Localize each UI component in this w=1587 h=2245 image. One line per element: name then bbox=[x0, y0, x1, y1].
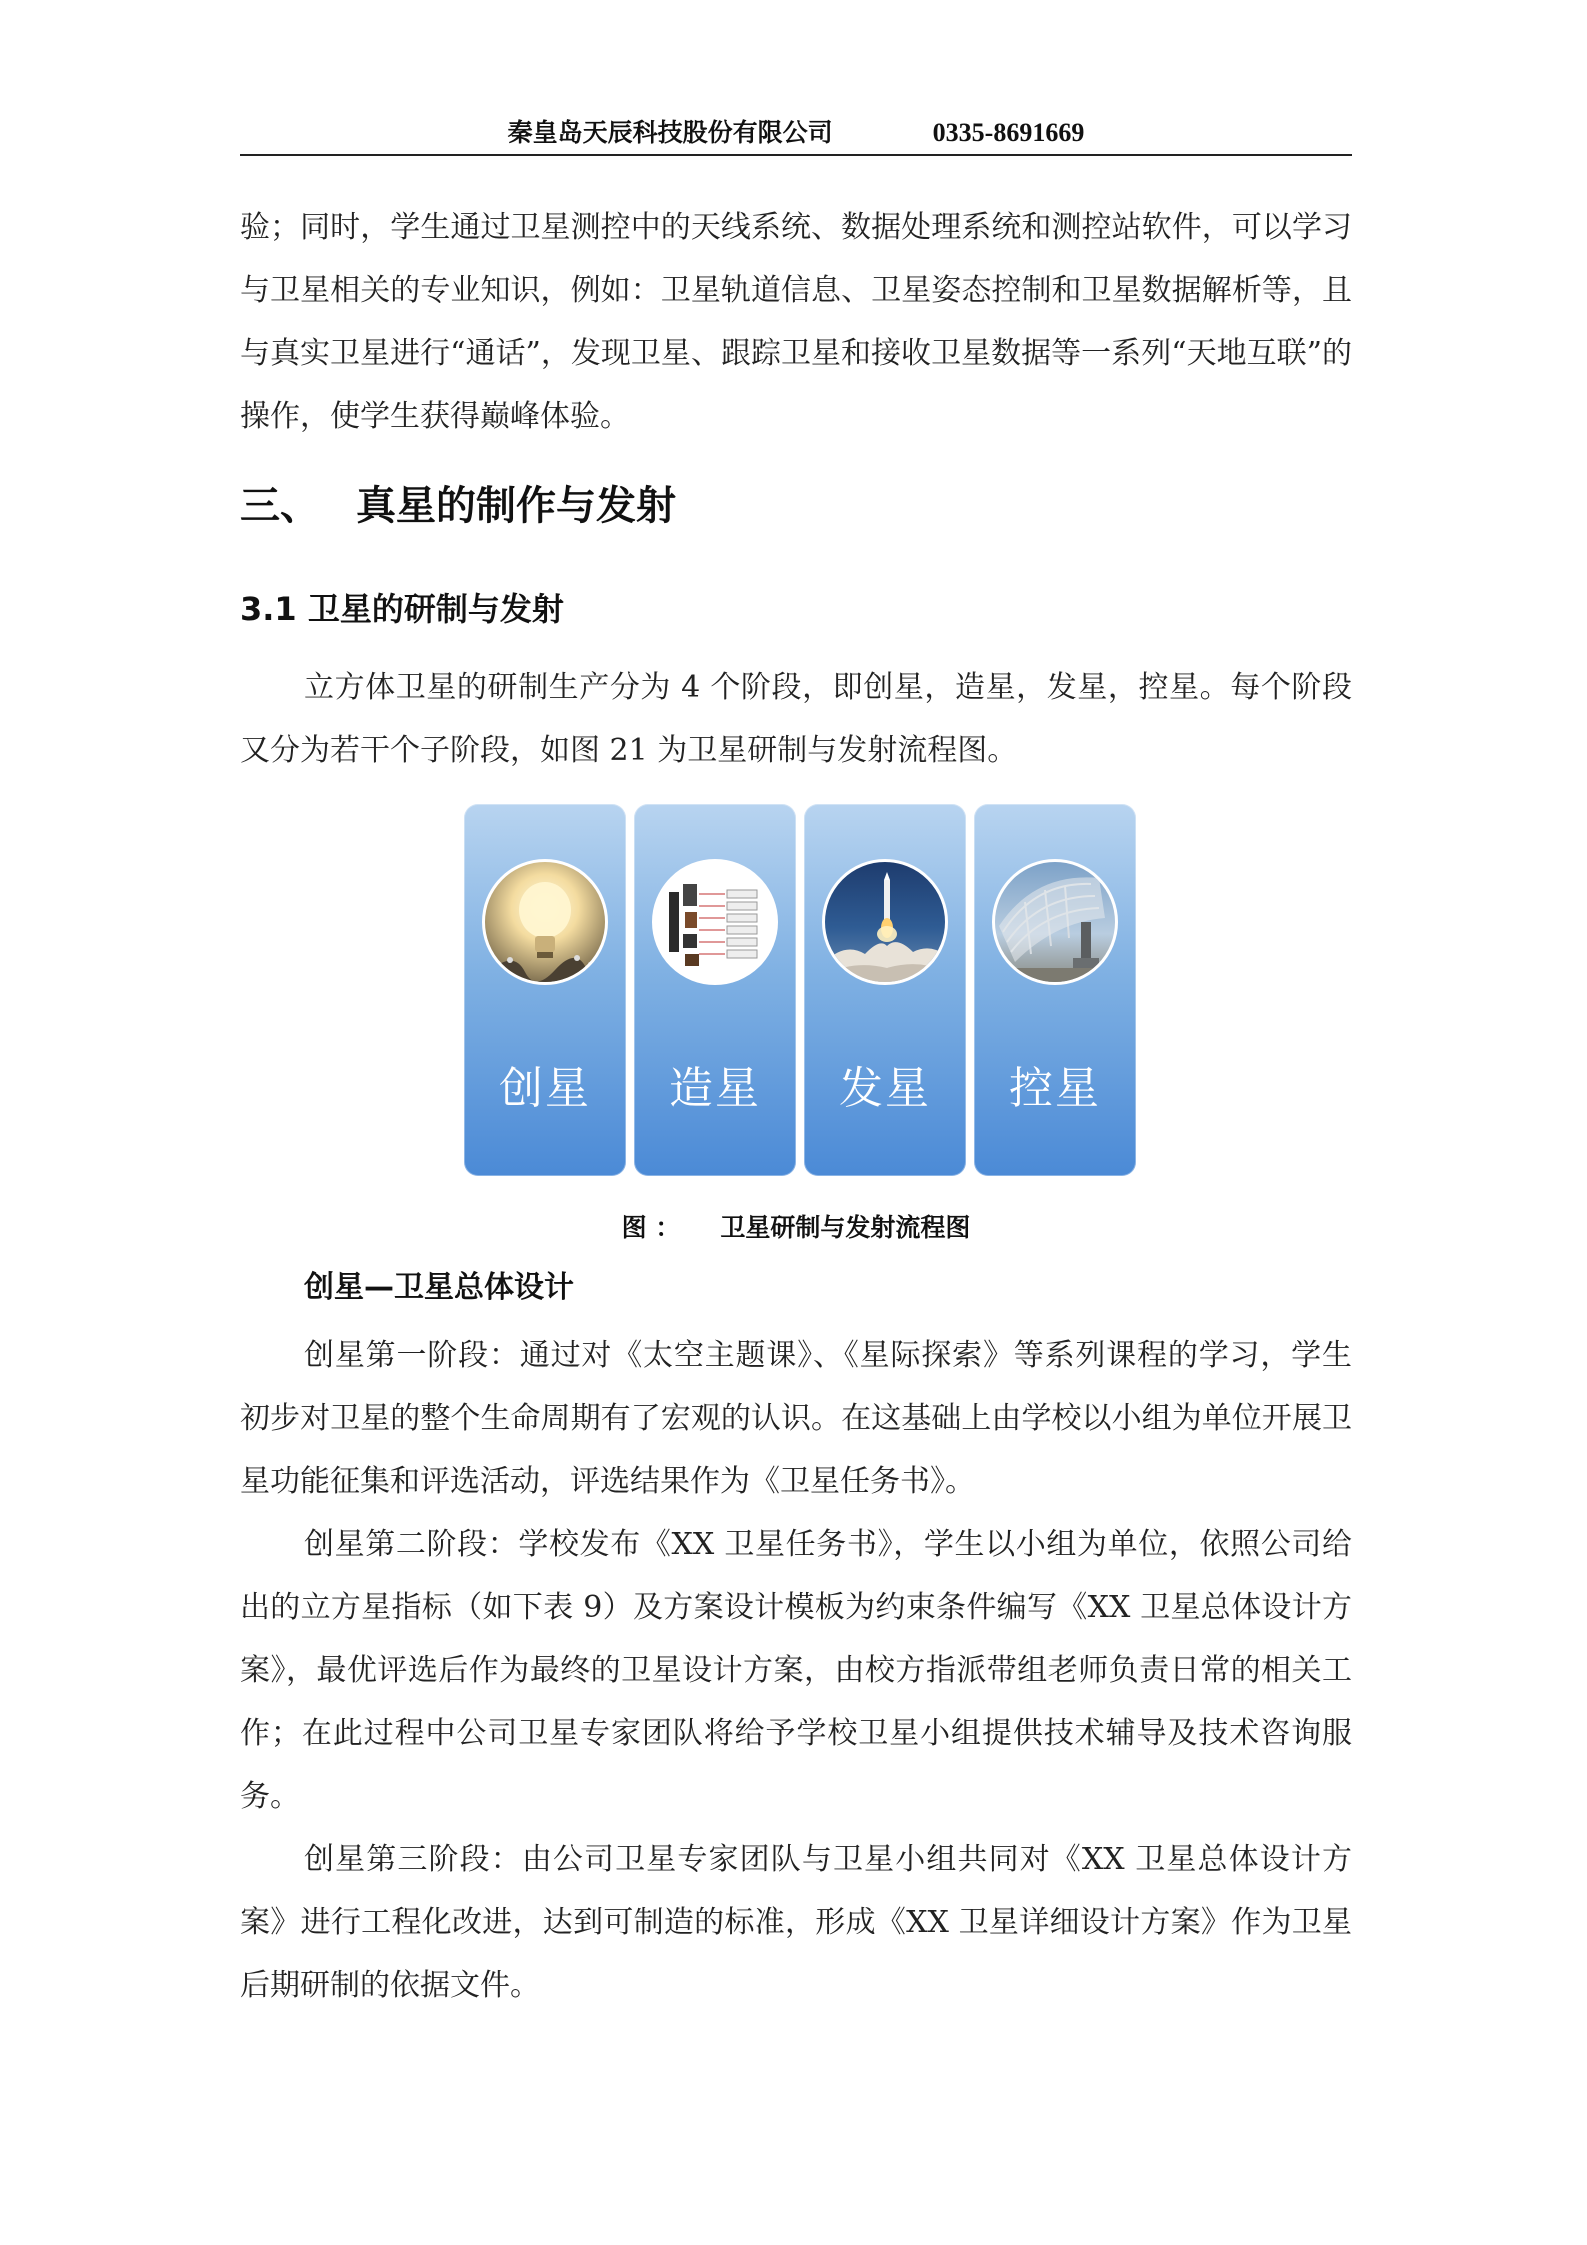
stage-label-control: 控星 bbox=[1009, 1063, 1101, 1114]
satellite-assembly-icon bbox=[652, 859, 778, 985]
create-stage-1: 创星第一阶段：通过对《太空主题课》、《星际探索》等系列课程的学习，学生初步对卫星的整个生命周期有了宏观的认识。在这基础上由学校以小组为单位开展卫星功能征集和评选活动，评选结果作为《卫星任务书》。 bbox=[240, 1338, 1352, 1499]
figure-caption bbox=[240, 1208, 1352, 1244]
rocket-launch-icon bbox=[822, 859, 948, 985]
stage-label-launch: 发星 bbox=[839, 1063, 931, 1114]
stages-paragraph: 立方体卫星的研制生产分为 4 个阶段，即创星，造星，发星，控星。每个阶段又分为若干个子阶段，如图 21 为卫星研制与发射流程图。 bbox=[240, 670, 1352, 768]
stage-label-create: 创星 bbox=[499, 1063, 591, 1114]
intro-paragraph: 验；同时，学生通过卫星测控中的天线系统、数据处理系统和测控站软件，可以学习与卫星相关的专业知识，例如：卫星轨道信息、卫星姿态控制和卫星数据解析等，且与真实卫星进行“通话”，发现卫星、跟踪卫星和接收卫星数据等一系列“天地互联”的操作，使学生获得巅峰体验。 bbox=[240, 210, 1352, 434]
section-number: 三、 bbox=[240, 483, 320, 529]
process-flow-figure bbox=[464, 804, 1136, 1176]
page-header bbox=[240, 112, 1352, 156]
stage-label-build: 造星 bbox=[669, 1063, 761, 1114]
stage-card-build bbox=[634, 804, 796, 1176]
stage-card-launch bbox=[804, 804, 966, 1176]
stage-card-create bbox=[464, 804, 626, 1176]
lightbulb-icon bbox=[482, 859, 608, 985]
create-stage-2: 创星第二阶段：学校发布《XX 卫星任务书》，学生以小组为单位，依照公司给出的立方星指标（如下表 9）及方案设计模板为约束条件编写《XX 卫星总体设计方案》，最优评选后作为最终的卫星设计方案，由校方指派带组老师负责日常的相关工作；在此过程中公司卫星专家团队将给予学校卫星小组提供技术辅导及技术咨询服务。 bbox=[240, 1527, 1352, 1814]
section-heading bbox=[240, 474, 676, 531]
subsection-heading: 3.1 卫星的研制与发射 bbox=[240, 590, 564, 628]
create-stage-3: 创星第三阶段：由公司卫星专家团队与卫星小组共同对《XX 卫星总体设计方案》进行工程化改进，达到可制造的标准，形成《XX 卫星详细设计方案》作为卫星后期研制的依据文件。 bbox=[240, 1842, 1352, 2003]
phone-number: 0335-8691669 bbox=[932, 118, 1085, 147]
ground-station-antenna-icon bbox=[992, 859, 1118, 985]
figure-caption-prefix: 图 ： bbox=[621, 1213, 681, 1242]
stage-card-control bbox=[974, 804, 1136, 1176]
company-name: 秦皇岛天辰科技股份有限公司 bbox=[507, 118, 833, 147]
create-star-heading: 创星—卫星总体设计 bbox=[304, 1270, 574, 1305]
figure-caption-text: 卫星研制与发射流程图 bbox=[720, 1213, 971, 1242]
section-title: 真星的制作与发射 bbox=[356, 483, 676, 529]
